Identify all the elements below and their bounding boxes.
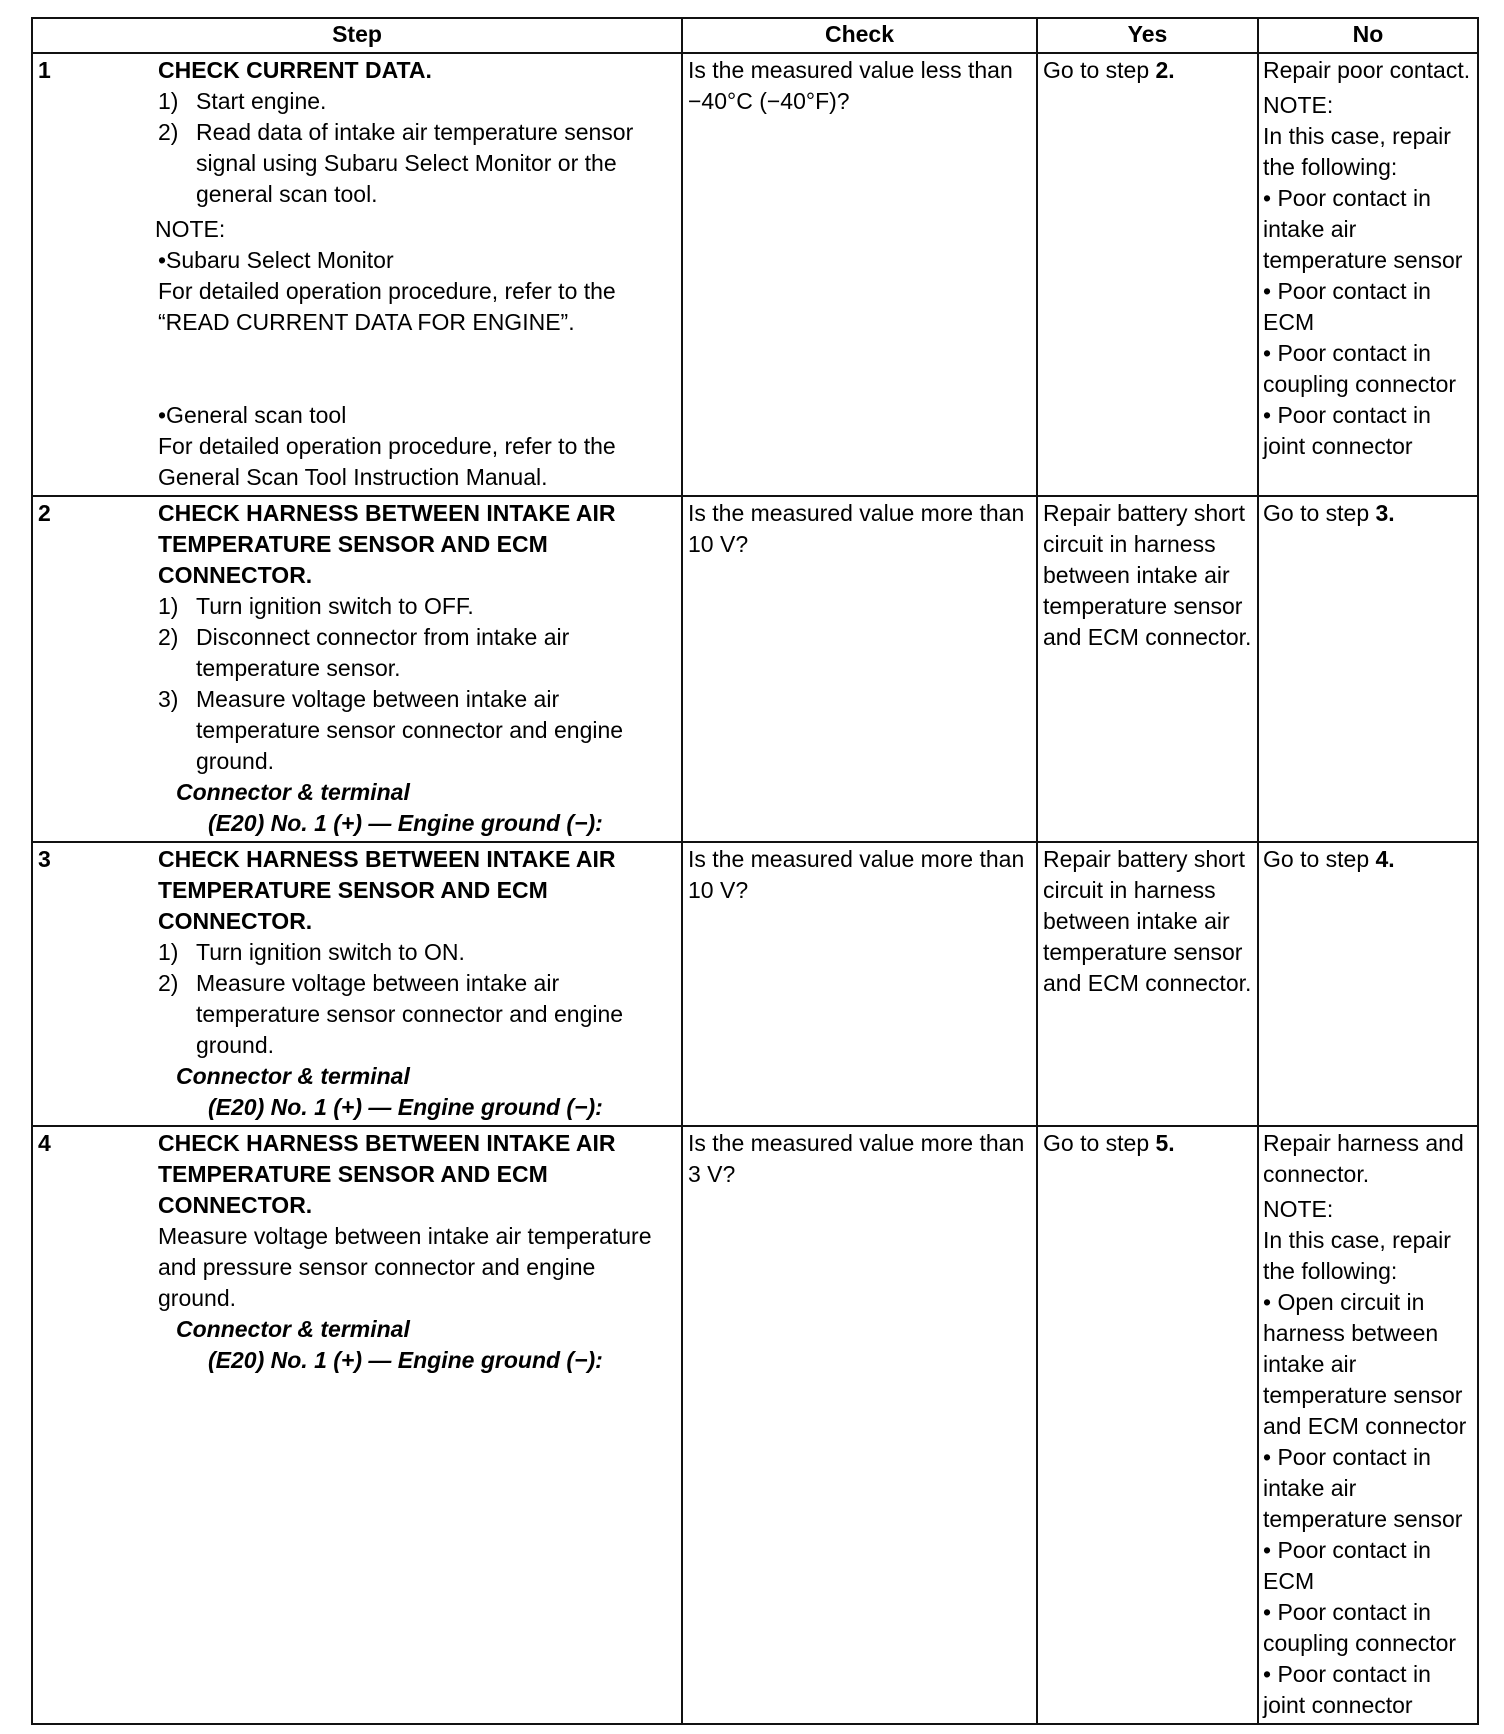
connector-label: Connector & terminal	[176, 779, 410, 805]
diagnostic-procedure-table	[31, 17, 1477, 1725]
connector-label: Connector & terminal	[176, 1316, 410, 1342]
step-cell	[32, 1126, 682, 1724]
step-number: 2	[38, 500, 51, 526]
list-item: • Poor contact in intake air temperature sensor	[1263, 1444, 1463, 1532]
step-ref: 4.	[1375, 846, 1395, 872]
connector-label: Connector & terminal	[176, 1063, 410, 1089]
step-cell	[32, 496, 682, 842]
list-item: 3) Measure voltage between intake air temperature sensor connector and engine ground.	[158, 686, 624, 774]
note-label: NOTE:	[155, 216, 226, 242]
step-ref: 5.	[1155, 1130, 1175, 1156]
step-number: 3	[38, 846, 51, 872]
list-item: • Poor contact in joint connector	[1263, 1661, 1431, 1718]
note-text: For detailed operation procedure, refer to the “READ CURRENT DATA FOR ENGINE”.	[158, 278, 616, 335]
note-label: NOTE:	[1263, 1196, 1334, 1222]
no-cell: Repair harness and connector. NOTE: In this case, repair the following: • Open circuit in harness between intake air temperature sensor and ECM connector • Poor contact in intake air temperature sensor • Poor contact in ECM • Poor contact in coupling connector • Poor contact in joint connector	[1258, 1126, 1478, 1724]
step-cell	[32, 53, 682, 496]
yes-cell: Go to step 2.	[1037, 53, 1258, 496]
procedure-table	[31, 17, 1479, 1725]
no-cell: Repair poor contact. NOTE: In this case, repair the following: • Poor contact in intake air temperature sensor • Poor contact in ECM • Poor contact in coupling connector • Poor contact in joint connector	[1258, 53, 1478, 496]
list-item: 2) Disconnect connector from intake air temperature sensor.	[158, 624, 570, 681]
connector-value: (E20) No. 1 (+) — Engine ground (−):	[208, 810, 603, 836]
table-row	[32, 842, 1478, 1126]
check-cell: Is the measured value more than 10 V?	[682, 842, 1037, 1126]
step-title: CHECK HARNESS BETWEEN INTAKE AIR TEMPERATURE SENSOR AND ECM CONNECTOR.	[158, 500, 616, 588]
list-item: • Poor contact in ECM	[1263, 1537, 1431, 1594]
note-title: •General scan tool	[158, 402, 347, 428]
header-no: No	[1258, 18, 1478, 53]
step-number: 1	[38, 57, 51, 83]
check-cell: Is the measured value more than 10 V?	[682, 496, 1037, 842]
list-item: • Poor contact in coupling connector	[1263, 340, 1457, 397]
list-item: 1) Start engine.	[158, 88, 327, 114]
list-item: • Poor contact in joint connector	[1263, 402, 1431, 459]
no-cell: Go to step 3.	[1258, 496, 1478, 842]
header-step: Step	[32, 18, 682, 53]
no-cell: Go to step 4.	[1258, 842, 1478, 1126]
list-item: 1) Turn ignition switch to ON.	[158, 939, 465, 965]
step-title: CHECK HARNESS BETWEEN INTAKE AIR TEMPERATURE SENSOR AND ECM CONNECTOR.	[158, 846, 616, 934]
note-text: For detailed operation procedure, refer to the General Scan Tool Instruction Manual.	[158, 433, 616, 490]
step-cell	[32, 842, 682, 1126]
yes-cell: Repair battery short circuit in harness between intake air temperature sensor and ECM connector.	[1037, 842, 1258, 1126]
step-title: CHECK HARNESS BETWEEN INTAKE AIR TEMPERATURE SENSOR AND ECM CONNECTOR.	[158, 1130, 616, 1218]
note-title: •Subaru Select Monitor	[158, 247, 394, 273]
header-check: Check	[682, 18, 1037, 53]
step-title: CHECK CURRENT DATA.	[158, 57, 432, 83]
table-row	[32, 496, 1478, 842]
yes-cell: Repair battery short circuit in harness between intake air temperature sensor and ECM connector.	[1037, 496, 1258, 842]
list-item: • Poor contact in ECM	[1263, 278, 1431, 335]
check-cell: Is the measured value more than 3 V?	[682, 1126, 1037, 1724]
list-item: 1) Turn ignition switch to OFF.	[158, 593, 474, 619]
note-label: NOTE:	[1263, 92, 1334, 118]
list-item: • Open circuit in harness between intake air temperature sensor and ECM connector	[1263, 1289, 1467, 1439]
table-row	[32, 53, 1478, 496]
step-number: 4	[38, 1130, 51, 1156]
list-item: • Poor contact in intake air temperature sensor	[1263, 185, 1463, 273]
table-row	[32, 1126, 1478, 1724]
list-item: • Poor contact in coupling connector	[1263, 1599, 1457, 1656]
list-item: 2) Measure voltage between intake air temperature sensor connector and engine ground.	[158, 970, 624, 1058]
list-item: 2) Read data of intake air temperature sensor signal using Subaru Select Monitor or the general scan tool.	[158, 119, 634, 207]
connector-value: (E20) No. 1 (+) — Engine ground (−):	[208, 1094, 603, 1120]
step-instruction: Measure voltage between intake air temperature and pressure sensor connector and engine ground.	[158, 1223, 652, 1311]
check-cell: Is the measured value less than −40°C (−40°F)?	[682, 53, 1037, 496]
header-yes: Yes	[1037, 18, 1258, 53]
step-ref: 2.	[1155, 57, 1175, 83]
table-header-row	[32, 18, 1478, 53]
yes-cell: Go to step 5.	[1037, 1126, 1258, 1724]
connector-value: (E20) No. 1 (+) — Engine ground (−):	[208, 1347, 603, 1373]
step-ref: 3.	[1375, 500, 1395, 526]
